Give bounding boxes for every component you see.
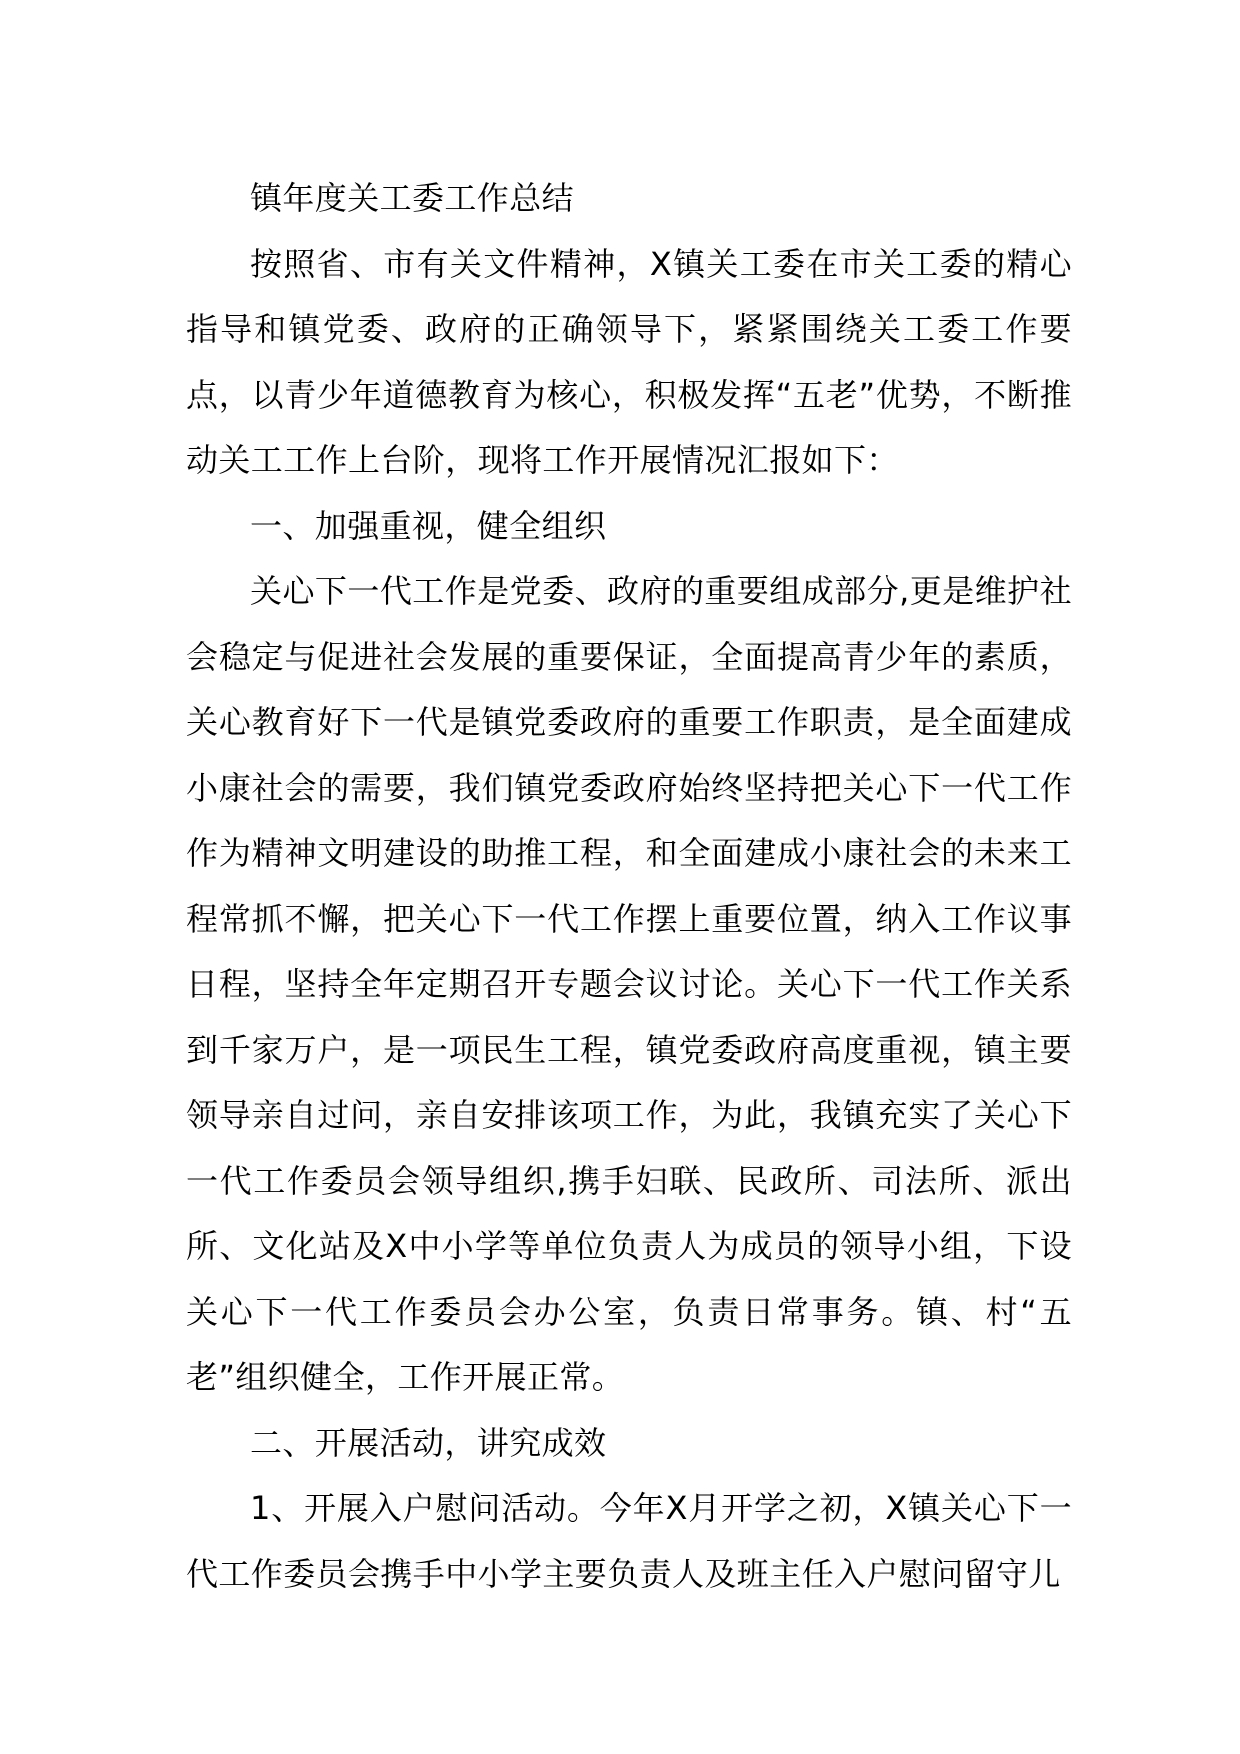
intro-paragraph: 按照省、市有关文件精神，X镇关工委在市关工委的精心指导和镇党委、政府的正确领导下，紧紧围绕关工委工作要点，以青少年道德教育为核心，积极发挥“五老”优势，不断推动关工工作上台阶，现将工作开展情况汇报如下： (186, 244, 1072, 479)
section-heading-2: 二、开展活动，讲究成效 (250, 1423, 607, 1462)
section-1-paragraph: 关心下一代工作是党委、政府的重要组成部分,更是维护社会稳定与促进社会发展的重要保证，全面提高青少年的素质，关心教育好下一代是镇党委政府的重要工作职责，是全面建成小康社会的需要，我们镇党委政府始终坚持把关心下一代工作作为精神文明建设的助推工程，和全面建成小康社会的未来工程常抓不懈，把关心下一代工作摆上重要位置，纳入工作议事日程，坚持全年定期召开专题会议讨论。关心下一代工作关系到千家万户，是一项民生工程，镇党委政府高度重视，镇主要领导亲自过问，亲自安排该项工作，为此，我镇充实了关心下一代工作委员会领导组织,携手妇联、民政所、司法所、派出所、文化站及X中小学等单位负责人为成员的领导小组，下设关心下一代工作委员会办公室，负责日常事务。镇、村“五老”组织健全，工作开展正常。 (186, 572, 1072, 1396)
document-body (186, 166, 1072, 1607)
document-title: 镇年度关工委工作总结 (250, 179, 575, 217)
section-heading-1: 一、加强重视，健全组织 (250, 506, 607, 545)
section-2-item-1-paragraph: 1、开展入户慰问活动。今年X月开学之初，X镇关心下一代工作委员会携手中小学主要负责人及班主任入户慰问留守儿 (186, 1489, 1072, 1593)
